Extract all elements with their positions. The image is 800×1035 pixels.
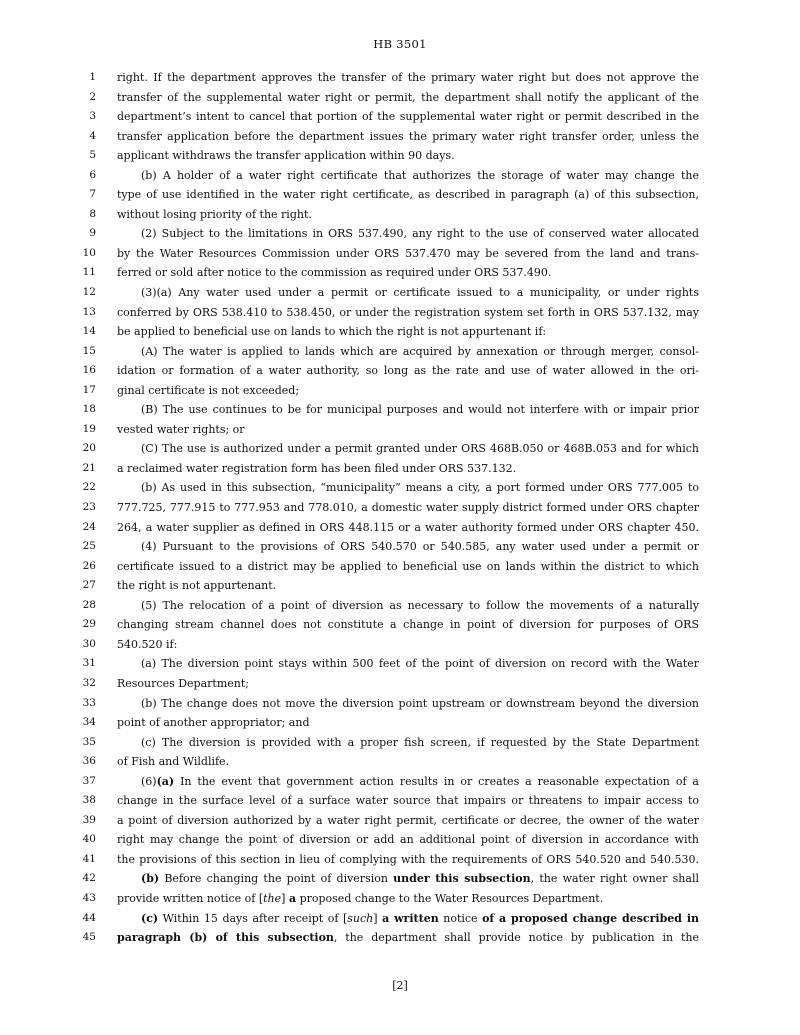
line-text [117, 576, 699, 596]
text-segment: the provisions of this section in lieu of complying with the requirements of ORS 540.520 and 540.530. [117, 852, 699, 866]
bold-amendment-text: paragraph (b) of this subsection [117, 931, 334, 945]
line-number: 11 [82, 266, 96, 279]
line-number: 39 [82, 813, 96, 826]
line-number: 19 [82, 422, 96, 435]
text-line [0, 752, 800, 772]
line-text [117, 537, 699, 557]
text-segment: be applied to beneficial use on lands to which the right is not appurtenant if: [117, 325, 547, 339]
line-text [117, 322, 699, 342]
line-number: 41 [82, 852, 96, 865]
text-segment: changing stream channel does not constitute a change in point of diversion for purposes of ORS [117, 618, 699, 632]
line-text [117, 381, 699, 401]
line-number: 9 [89, 227, 96, 240]
page-number: [2] [392, 979, 408, 992]
line-number: 28 [82, 598, 96, 611]
line-text [117, 478, 699, 498]
text-segment: (B) The use continues to be for municipal purposes and would not interfere with or impair prior [141, 403, 699, 417]
text-line [0, 303, 800, 323]
line-number: 45 [82, 931, 96, 944]
line-text [117, 713, 699, 733]
text-segment: Before changing the point of diversion [159, 872, 394, 886]
bold-amendment-text: under this subsection [393, 872, 531, 886]
text-line [0, 811, 800, 831]
line-text [117, 107, 699, 127]
text-line [0, 596, 800, 616]
line-number: 40 [82, 833, 96, 846]
text-segment: , the water right owner shall [530, 872, 699, 886]
text-line [0, 498, 800, 518]
text-segment: Within 15 days after receipt of [ [158, 911, 348, 925]
line-number: 17 [82, 383, 96, 396]
text-segment: , the department shall provide notice by publication in the [333, 931, 699, 945]
text-segment: point of another appropriator; and [117, 716, 310, 730]
text-segment: applicant withdraws the transfer application within 90 days. [117, 149, 455, 163]
text-line [0, 791, 800, 811]
text-line [0, 694, 800, 714]
line-text [117, 615, 699, 635]
text-segment: 540.520 if: [117, 637, 178, 651]
line-number: 38 [82, 794, 96, 807]
text-line [0, 107, 800, 127]
text-line [0, 537, 800, 557]
text-line [0, 439, 800, 459]
text-segment: (a) The diversion point stays within 500 feet of the point of diversion on record with the Water [141, 657, 699, 671]
text-segment: (4) Pursuant to the provisions of ORS 540.570 or 540.585, any water used under a permit or [141, 540, 699, 554]
text-segment: a reclaimed water registration form has been filed under ORS 537.132. [117, 461, 517, 475]
text-line [0, 713, 800, 733]
text-line [0, 635, 800, 655]
text-line [0, 830, 800, 850]
bold-amendment-text: a written [382, 911, 439, 925]
text-segment: 264, a water supplier as defined in ORS 448.115 or a water authority formed under ORS chapter 450. [117, 520, 699, 534]
text-segment: ginal certificate is not exceeded; [117, 383, 300, 397]
line-text [117, 811, 699, 831]
line-text [117, 459, 699, 479]
line-number: 25 [82, 540, 96, 553]
text-segment: (3)(a) Any water used under a permit or certificate issued to a municipality, or under rights [141, 286, 699, 300]
line-text [117, 791, 699, 811]
line-number: 44 [82, 911, 96, 924]
line-text [117, 694, 699, 714]
text-segment: In the event that government action results in or creates a reasonable expectation of a [174, 774, 699, 788]
text-segment: ferred or sold after notice to the commission as required under ORS 537.490. [117, 266, 552, 280]
text-line [0, 420, 800, 440]
bold-amendment-text: a [288, 891, 297, 905]
line-number: 18 [82, 403, 96, 416]
line-number: 20 [82, 442, 96, 455]
text-line [0, 674, 800, 694]
text-line [0, 576, 800, 596]
text-segment: (b) As used in this subsection, “municipality” means a city, a port formed under ORS 777.005 to [141, 481, 699, 495]
line-number: 4 [89, 129, 96, 142]
text-line [0, 127, 800, 147]
line-number: 37 [82, 774, 96, 787]
line-text [117, 654, 699, 674]
line-number: 5 [89, 149, 96, 162]
line-text [117, 830, 699, 850]
line-text [117, 283, 699, 303]
text-line [0, 185, 800, 205]
text-segment: of Fish and Wildlife. [117, 755, 230, 769]
text-line [0, 733, 800, 753]
text-line [0, 459, 800, 479]
text-segment: transfer application before the department issues the primary water right transfer order, unless the [117, 129, 699, 143]
line-number: 21 [82, 461, 96, 474]
line-text [117, 635, 699, 655]
line-text [117, 674, 699, 694]
line-text [117, 185, 699, 205]
line-text [117, 303, 699, 323]
text-line [0, 557, 800, 577]
line-text [117, 146, 699, 166]
text-segment: conferred by ORS 538.410 to 538.450, or under the registration system set forth in ORS 537.132, may [117, 305, 699, 319]
line-text [117, 88, 699, 108]
line-number: 27 [82, 579, 96, 592]
text-line [0, 322, 800, 342]
line-number: 31 [82, 657, 96, 670]
line-number: 29 [82, 618, 96, 631]
text-line [0, 654, 800, 674]
text-line [0, 88, 800, 108]
line-number: 1 [89, 71, 96, 83]
line-number: 3 [89, 110, 96, 123]
text-segment: (5) The relocation of a point of diversion as necessary to follow the movements of a naturally [141, 598, 699, 612]
text-segment: (c) The diversion is provided with a proper fish screen, if requested by the State Department [141, 735, 699, 749]
line-number: 6 [89, 168, 96, 181]
line-text [117, 909, 699, 929]
line-text [117, 850, 699, 870]
text-segment: Resources Department; [117, 676, 249, 690]
text-line [0, 263, 800, 283]
line-text [117, 166, 699, 186]
text-segment: type of use identified in the water right certificate, as described in paragraph (a) of this subsection, [117, 188, 699, 202]
deleted-text: the [263, 891, 282, 905]
line-text [117, 928, 699, 948]
line-number: 43 [82, 891, 96, 904]
line-text [117, 733, 699, 753]
text-segment: 777.725, 777.915 to 777.953 and 778.010, a domestic water supply district formed under ORS chapter [117, 501, 699, 515]
line-number: 8 [89, 207, 96, 220]
text-segment: the right is not appurtenant. [117, 579, 277, 593]
line-number: 33 [82, 696, 96, 709]
line-number: 14 [82, 325, 96, 338]
line-text [117, 889, 699, 909]
text-line [0, 205, 800, 225]
line-number: 23 [82, 501, 96, 514]
line-number: 16 [82, 364, 96, 377]
line-number: 2 [89, 90, 96, 103]
page-header: HB 3501 [373, 37, 427, 51]
line-text [117, 420, 699, 440]
text-line [0, 909, 800, 929]
line-text [117, 498, 699, 518]
text-segment: vested water rights; or [117, 422, 245, 436]
line-number: 13 [82, 305, 96, 318]
text-segment: (b) A holder of a water right certificate that authorizes the storage of water may change the [141, 168, 699, 182]
text-segment: (b) The change does not move the diversion point upstream or downstream beyond the diversion [141, 696, 699, 710]
text-segment: right may change the point of diversion or add an additional point of diversion in accordance with [117, 833, 699, 847]
line-number: 35 [82, 735, 96, 748]
text-line [0, 869, 800, 889]
text-line [0, 889, 800, 909]
text-segment: proposed change to the Water Resources Department. [296, 891, 604, 905]
line-number: 10 [82, 246, 96, 259]
line-text [117, 772, 699, 792]
line-text [117, 869, 699, 889]
text-line [0, 361, 800, 381]
bold-amendment-text: of a proposed change described in [482, 911, 699, 925]
line-number: 34 [82, 716, 96, 729]
deleted-text: such [347, 911, 374, 925]
line-number: 36 [82, 755, 96, 768]
text-segment: ] [373, 911, 383, 925]
line-text [117, 224, 699, 244]
text-line [0, 400, 800, 420]
bill-text-body [0, 68, 800, 948]
line-text [117, 752, 699, 772]
text-segment: notice [438, 911, 483, 925]
line-text [117, 400, 699, 420]
line-text [117, 68, 699, 88]
text-line [0, 850, 800, 870]
line-text [117, 127, 699, 147]
text-segment: certificate issued to a district may be applied to beneficial use on lands within the district to which [117, 559, 699, 573]
text-segment: transfer of the supplemental water right or permit, the department shall notify the applicant of the [117, 90, 699, 104]
line-text [117, 244, 699, 264]
bold-amendment-text: (b) [141, 872, 160, 886]
text-line [0, 615, 800, 635]
text-line [0, 342, 800, 362]
text-line [0, 381, 800, 401]
bold-amendment-text: (a) [156, 774, 175, 788]
line-text [117, 361, 699, 381]
line-text [117, 263, 699, 283]
text-segment: a point of diversion authorized by a water right permit, certificate or decree, the owner of the water [117, 813, 699, 827]
line-text [117, 439, 699, 459]
text-line [0, 68, 800, 88]
line-text [117, 557, 699, 577]
text-segment: (6) [141, 774, 157, 788]
text-line [0, 518, 800, 538]
text-segment: without losing priority of the right. [117, 207, 312, 221]
text-segment: ] [281, 891, 289, 905]
text-segment: by the Water Resources Commission under ORS 537.470 may be severed from the land and trans- [117, 246, 699, 260]
text-segment: department’s intent to cancel that portion of the supplemental water right or permit described in the [117, 110, 699, 124]
line-number: 15 [82, 344, 96, 357]
line-text [117, 342, 699, 362]
text-line [0, 772, 800, 792]
text-segment: (2) Subject to the limitations in ORS 537.490, any right to the use of conserved water allocated [141, 227, 699, 241]
line-number: 26 [82, 559, 96, 572]
line-text [117, 205, 699, 225]
line-text [117, 596, 699, 616]
text-line [0, 283, 800, 303]
text-segment: change in the surface level of a surface water source that impairs or threatens to impair access to [117, 794, 699, 808]
line-number: 30 [82, 637, 96, 650]
text-line [0, 928, 800, 948]
text-segment: right. If the department approves the transfer of the primary water right but does not approve the [117, 71, 699, 84]
line-number: 12 [82, 286, 96, 299]
text-segment: idation or formation of a water authority, so long as the rate and use of water allowed in the ori- [117, 364, 699, 378]
text-segment: (C) The use is authorized under a permit granted under ORS 468B.050 or 468B.053 and for which [141, 442, 699, 456]
line-text [117, 518, 699, 538]
text-line [0, 224, 800, 244]
text-line [0, 146, 800, 166]
line-number: 7 [89, 188, 96, 201]
text-line [0, 478, 800, 498]
text-segment: provide written notice of [ [117, 891, 264, 905]
line-number: 22 [82, 481, 96, 494]
text-line [0, 166, 800, 186]
bold-amendment-text: (c) [141, 911, 159, 925]
text-line [0, 244, 800, 264]
line-number: 32 [82, 676, 96, 689]
text-segment: (A) The water is applied to lands which are acquired by annexation or through merger, consol- [141, 344, 699, 358]
line-number: 42 [82, 872, 96, 885]
line-number: 24 [82, 520, 96, 533]
